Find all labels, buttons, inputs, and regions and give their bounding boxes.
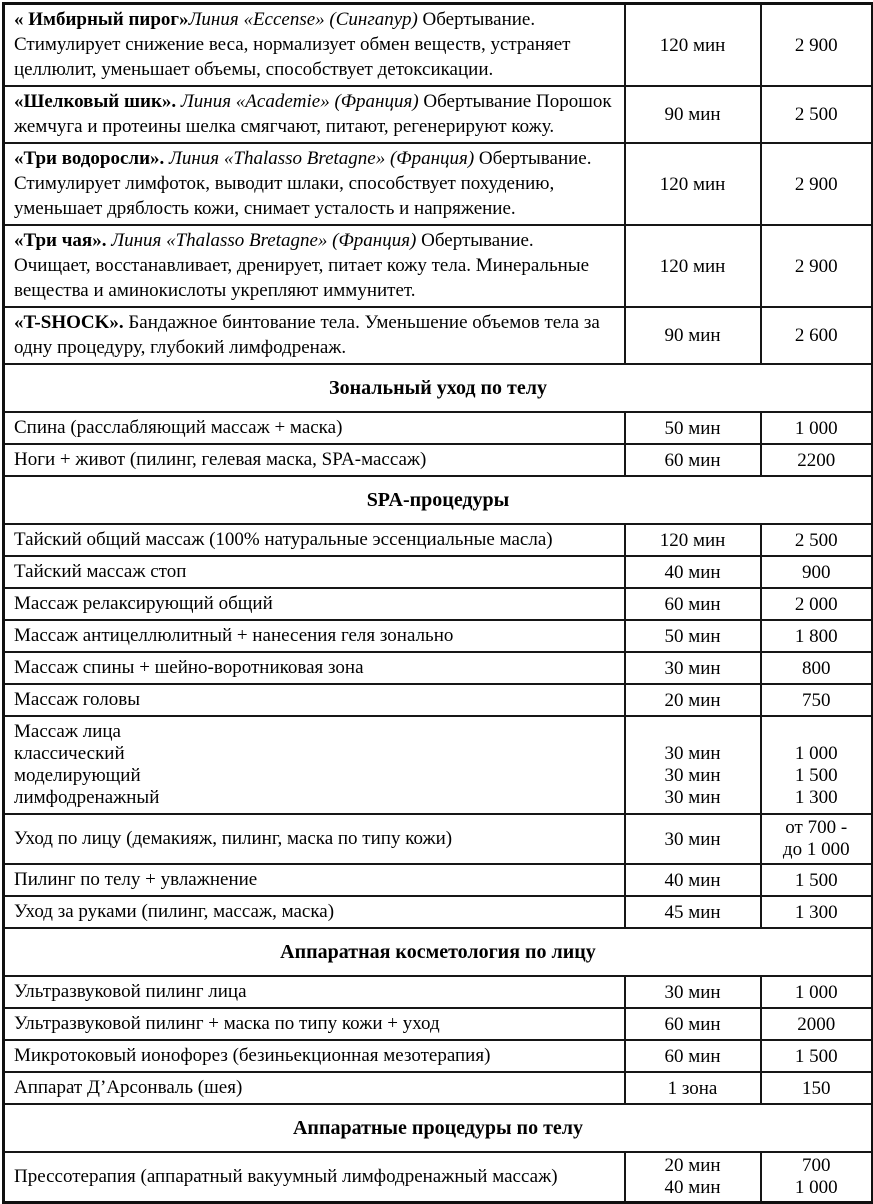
service-name: «Три водоросли». Линия «Thalasso Bretagne» (Франция) Обертывание. Стимулирует лимфоток, выводит шлаки, способствует похудению, уменьшает дряблость кожи, снимает усталость и напряжение.: [4, 143, 625, 225]
service-row: [4, 444, 873, 476]
service-price: 1 500: [761, 1040, 873, 1072]
service-price: 1 300: [761, 896, 873, 928]
service-duration: 40 мин: [625, 556, 761, 588]
service-row: [4, 86, 873, 143]
service-duration: 20 мин 40 мин: [625, 1152, 761, 1203]
service-name: Спина (расслабляющий массаж + маска): [4, 412, 625, 444]
service-duration: 120 мин: [625, 225, 761, 307]
section-title: SPA-процедуры: [4, 476, 873, 524]
section-row: [4, 928, 873, 976]
service-name: Микротоковый ионофорез (безиньекционная мезотерапия): [4, 1040, 625, 1072]
service-price: 1 500: [761, 864, 873, 896]
service-price: 700 1 000: [761, 1152, 873, 1203]
service-name: « Имбирный пирог»Линия «Eccense» (Сингапур) Обертывание. Стимулирует снижение веса, нормализует обмен веществ, устраняет целлюлит, уменьшает объемы, способствует детоксикации.: [4, 4, 625, 87]
service-price: 2 900: [761, 143, 873, 225]
price-table-body: [4, 4, 873, 1203]
service-row: [4, 143, 873, 225]
section-title: Зональный уход по телу: [4, 364, 873, 412]
service-name: Пилинг по телу + увлажнение: [4, 864, 625, 896]
service-row: [4, 307, 873, 364]
service-name: Ультразвуковой пилинг лица: [4, 976, 625, 1008]
service-duration: 120 мин: [625, 524, 761, 556]
service-duration: 60 мин: [625, 444, 761, 476]
service-price: 2 900: [761, 4, 873, 87]
service-price: 800: [761, 652, 873, 684]
service-price: 750: [761, 684, 873, 716]
service-duration: 50 мин: [625, 620, 761, 652]
service-price: 1 000 1 500 1 300: [761, 716, 873, 814]
service-name: Массаж лица классический моделирующий лимфодренажный: [4, 716, 625, 814]
section-row: [4, 364, 873, 412]
service-name: Тайский массаж стоп: [4, 556, 625, 588]
service-row: [4, 588, 873, 620]
service-name: Массаж антицеллюлитный + нанесения геля зонально: [4, 620, 625, 652]
service-price: 900: [761, 556, 873, 588]
service-row: [4, 412, 873, 444]
section-title: Аппаратная косметология по лицу: [4, 928, 873, 976]
service-row: [4, 896, 873, 928]
service-duration: 60 мин: [625, 588, 761, 620]
service-row: [4, 225, 873, 307]
service-row: [4, 814, 873, 864]
service-name: Массаж головы: [4, 684, 625, 716]
service-name: Ультразвуковой пилинг + маска по типу кожи + уход: [4, 1008, 625, 1040]
service-price: 2 000: [761, 588, 873, 620]
section-row: [4, 476, 873, 524]
service-name: Массаж спины + шейно-воротниковая зона: [4, 652, 625, 684]
service-price: 2000: [761, 1008, 873, 1040]
service-row: [4, 1152, 873, 1203]
service-price: от 700 - до 1 000: [761, 814, 873, 864]
service-name: Уход по лицу (демакияж, пилинг, маска по типу кожи): [4, 814, 625, 864]
service-row: [4, 1008, 873, 1040]
service-row: [4, 864, 873, 896]
service-duration: 120 мин: [625, 143, 761, 225]
service-price: 2 500: [761, 86, 873, 143]
service-row: [4, 716, 873, 814]
service-name: Уход за руками (пилинг, массаж, маска): [4, 896, 625, 928]
service-duration: 90 мин: [625, 307, 761, 364]
service-duration: 20 мин: [625, 684, 761, 716]
service-row: [4, 556, 873, 588]
service-price: 150: [761, 1072, 873, 1104]
service-row: [4, 620, 873, 652]
service-row: [4, 652, 873, 684]
service-duration: 60 мин: [625, 1040, 761, 1072]
service-duration: 30 мин 30 мин 30 мин: [625, 716, 761, 814]
service-price: 2 900: [761, 225, 873, 307]
service-duration: 40 мин: [625, 864, 761, 896]
service-duration: 90 мин: [625, 86, 761, 143]
price-table: [2, 2, 873, 1204]
service-name: Тайский общий массаж (100% натуральные эссенциальные масла): [4, 524, 625, 556]
service-price: 1 000: [761, 976, 873, 1008]
section-title: Аппаратные процедуры по телу: [4, 1104, 873, 1152]
service-price: 2 500: [761, 524, 873, 556]
service-name: «Шелковый шик». Линия «Academie» (Франция) Обертывание Порошок жемчуга и протеины шелка смягчают, питают, регенерируют кожу.: [4, 86, 625, 143]
service-price: 2200: [761, 444, 873, 476]
service-name: Прессотерапия (аппаратный вакуумный лимфодренажный массаж): [4, 1152, 625, 1203]
service-row: [4, 524, 873, 556]
section-row: [4, 1104, 873, 1152]
service-price: 2 600: [761, 307, 873, 364]
service-row: [4, 1072, 873, 1104]
service-duration: 120 мин: [625, 4, 761, 87]
service-name: Аппарат Д’Арсонваль (шея): [4, 1072, 625, 1104]
service-duration: 1 зона: [625, 1072, 761, 1104]
service-duration: 30 мин: [625, 814, 761, 864]
service-row: [4, 976, 873, 1008]
service-row: [4, 1040, 873, 1072]
service-duration: 60 мин: [625, 1008, 761, 1040]
service-duration: 30 мин: [625, 976, 761, 1008]
service-name: Массаж релаксирующий общий: [4, 588, 625, 620]
service-price: 1 000: [761, 412, 873, 444]
service-duration: 50 мин: [625, 412, 761, 444]
service-name: «T-SHOCK». Бандажное бинтование тела. Уменьшение объемов тела за одну процедуру, глубокий лимфодренаж.: [4, 307, 625, 364]
service-duration: 45 мин: [625, 896, 761, 928]
service-row: [4, 4, 873, 87]
service-price: 1 800: [761, 620, 873, 652]
service-duration: 30 мин: [625, 652, 761, 684]
service-row: [4, 684, 873, 716]
service-name: «Три чая». Линия «Thalasso Bretagne» (Франция) Обертывание. Очищает, восстанавливает, дренирует, питает кожу тела. Минеральные вещества и аминокислоты укрепляют иммунитет.: [4, 225, 625, 307]
service-name: Ноги + живот (пилинг, гелевая маска, SPA-массаж): [4, 444, 625, 476]
